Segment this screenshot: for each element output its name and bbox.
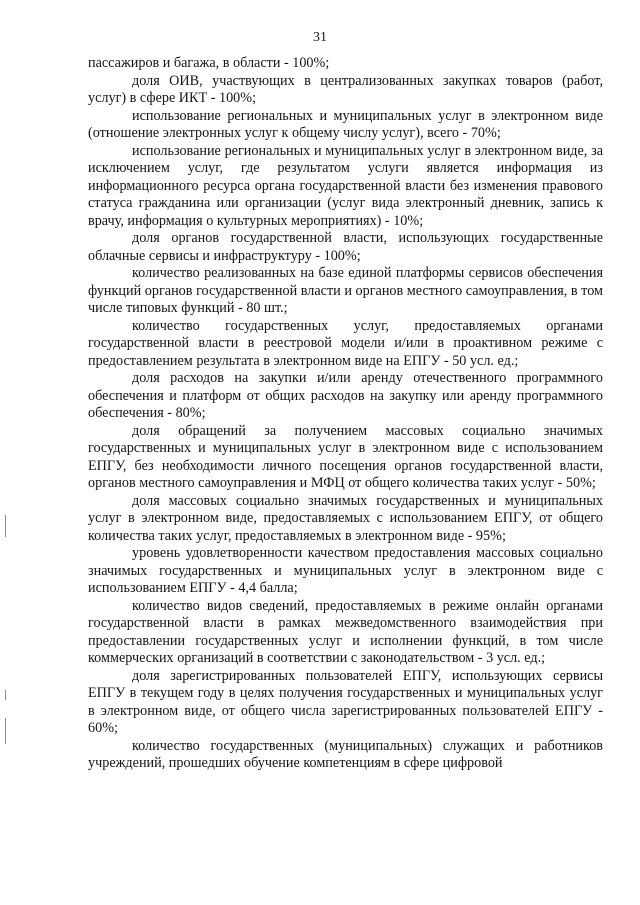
binding-mark	[5, 515, 6, 537]
page-number: 31	[313, 30, 327, 45]
paragraph: доля органов государственной власти, использующих государственные облачные сервисы и инфраструктуру - 100%;	[88, 230, 603, 264]
paragraph: пассажиров и багажа, в области - 100%;	[88, 55, 330, 71]
paragraph: доля зарегистрированных пользователей ЕПГУ, использующих сервисы ЕПГУ в текущем году в целях получения государственных и муниципальных услуг в электронном виде, от общего числа зарегистрированных пользователей ЕПГУ - 60%;	[88, 667, 603, 736]
paragraph: количество видов сведений, предоставляемых в режиме онлайн органами государственной власти в рамках межведомственного взаимодействия при предоставлении государственных услуг и исполнении функций, в том числе коммерческих организаций в соответствии с законодательством - 3 усл. ед.;	[88, 597, 603, 666]
binding-mark	[5, 718, 6, 744]
body-text	[88, 55, 603, 773]
paragraph: количество реализованных на базе единой платформы сервисов обеспечения функций органов государственной власти и органов местного самоуправления, в том числе типовых функций - 80 шт.;	[88, 265, 603, 316]
paragraph: количество государственных услуг, предоставляемых органами государственной власти в реестровой модели и/или в проактивном режиме с предоставлением результата в электронном виде на ЕПГУ - 50 усл. ед.;	[88, 317, 603, 369]
paragraph: доля расходов на закупки и/или аренду отечественного программного обеспечения и платформ от общих расходов на закупку или аренду программного обеспечения - 80%;	[88, 370, 603, 421]
paragraph: доля массовых социально значимых государственных и муниципальных услуг в электронном виде, предоставляемых с использованием ЕПГУ, от общего количества таких услуг, предоставляемых в электронном виде - 95%;	[88, 492, 603, 544]
paragraph: доля ОИВ, участвующих в централизованных закупках товаров (работ, услуг) в сфере ИКТ - 100%;	[88, 72, 603, 106]
paragraph: использование региональных и муниципальных услуг в электронном виде (отношение электронных услуг к общему числу услуг), всего - 70%;	[88, 107, 603, 141]
paragraph: использование региональных и муниципальных услуг в электронном виде, за исключением услуг, где результатом услуги является информация из информационного ресурса органа государственной власти без изменения правового статуса гражданина или организации (услуг вида электронный дневник, запись к врачу, информация о культурных мероприятиях) - 10%;	[88, 142, 603, 229]
paragraph: доля обращений за получением массовых социально значимых государственных и муниципальных услуг в электронном виде с использованием ЕПГУ, без необходимости личного посещения органов государственной власти, органов местного самоуправления и МФЦ от общего количества таких услуг - 50%;	[88, 422, 603, 491]
binding-mark	[5, 690, 6, 700]
paragraph: количество государственных (муниципальных) служащих и работников учреждений, прошедших обучение компетенциям в сфере цифровой	[88, 737, 603, 771]
paragraph: уровень удовлетворенности качеством предоставления массовых социально значимых государственных и муниципальных услуг в электронном виде с использованием ЕПГУ - 4,4 балла;	[88, 545, 603, 596]
